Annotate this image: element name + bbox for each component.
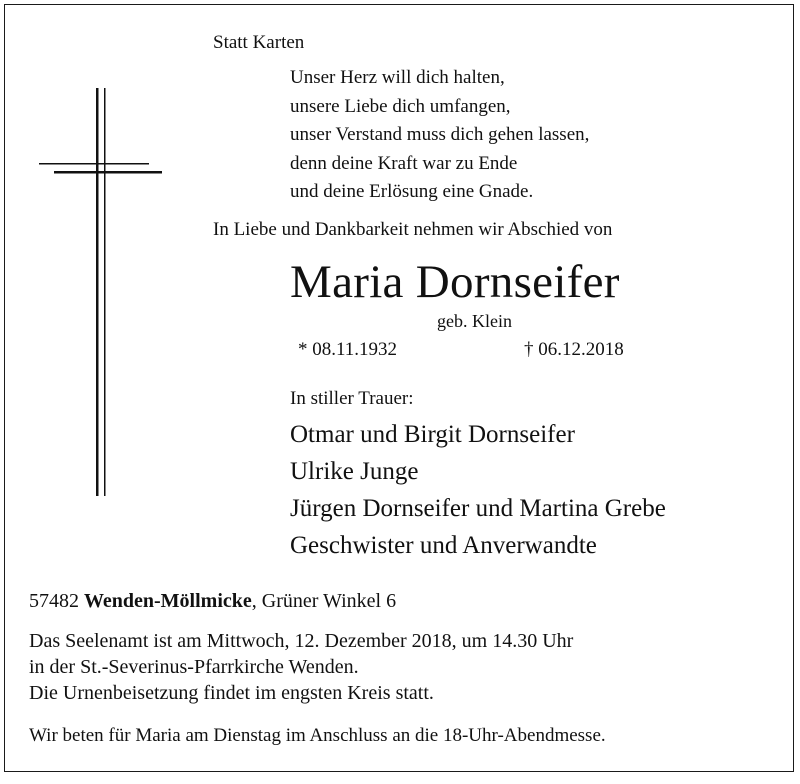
postal-code: 57482 <box>29 590 79 612</box>
poem-line: und deine Erlösung eine Gnade. <box>290 181 534 202</box>
town: Wenden-Möllmicke <box>84 590 252 612</box>
service-line: Das Seelenamt ist am Mittwoch, 12. Dezember 2018, um 14.30 Uhr <box>29 630 574 652</box>
header-label: Statt Karten <box>213 32 305 53</box>
street: Grüner Winkel 6 <box>261 590 397 612</box>
maiden-name: geb. Klein <box>437 311 512 331</box>
birth-date: * 08.11.1932 <box>298 339 398 360</box>
poem-line: unsere Liebe dich umfangen, <box>290 95 511 117</box>
service-line: in der St.-Severinus-Pfarrkirche Wenden. <box>29 656 359 678</box>
poem-line: Unser Herz will dich halten, <box>290 67 505 88</box>
service-info <box>29 628 573 706</box>
address-separator: , <box>251 590 257 612</box>
farewell-intro: In Liebe und Dankbarkeit nehmen wir Abschied von <box>213 219 613 240</box>
poem-line: denn deine Kraft war zu Ende <box>290 152 518 174</box>
poem <box>290 64 589 207</box>
poem-line: unser Verstand muss dich gehen lassen, <box>290 124 590 145</box>
address <box>29 590 396 613</box>
mourner-entry: Otmar und Birgit Dornseifer <box>290 421 575 448</box>
service-line: Die Urnenbeisetzung findet im engsten Kreis statt. <box>29 682 434 704</box>
deceased-name: Maria Dornseifer <box>290 256 620 308</box>
mourner-entry: Jürgen Dornseifer und Martina Grebe <box>290 495 666 522</box>
mourning-label: In stiller Trauer: <box>290 388 414 409</box>
prayer-note: Wir beten für Maria am Dienstag im Anschluss an die 18-Uhr-Abendmesse. <box>29 725 606 746</box>
mourner-entry: Ulrike Junge <box>290 458 419 485</box>
death-date: † 06.12.2018 <box>524 339 624 360</box>
mourner-entry: Geschwister und Anverwandte <box>290 532 597 559</box>
mourners-list <box>290 416 666 564</box>
